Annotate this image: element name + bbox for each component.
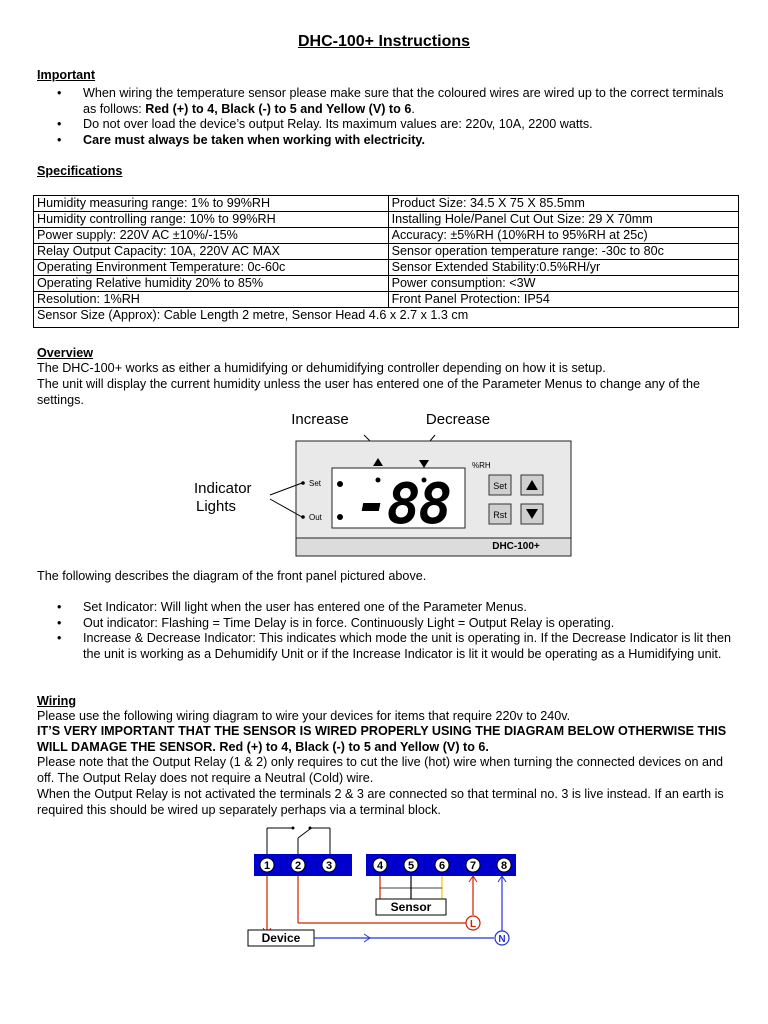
model-label: DHC-100+ [492,541,540,552]
diagram-item-out: • Out indicator: Flashing = Time Delay is in force. Continuously Light = Output Relay is operating. [57,616,737,632]
terminal-4-label: 4 [376,860,384,872]
overview-paragraph-1: The DHC-100+ works as either a humidifying or dehumidifying controller depending on how it is setup. [37,361,606,375]
increase-label: Increase [291,411,349,428]
decrease-label: Decrease [425,411,491,428]
diagram-description-list [57,600,737,662]
important-item-wiring-bold: Red (+) to 4, Black (-) to 5 and Yellow (V) to 6 [145,101,412,116]
important-heading: Important [37,68,96,82]
important-item-wiring [57,86,737,117]
spec-cell-left: Operating Environment Temperature: 0c-60c [34,260,389,276]
spec-cell-right: Sensor operation temperature range: -30c to 80c [388,244,738,260]
important-item-wiring-end: . [411,101,415,116]
specifications-table [33,195,739,328]
spec-cell-left: Power supply: 220V AC ±10%/-15% [34,228,389,244]
up-button[interactable] [521,475,543,495]
important-item-relay: • Do not over load the device’s output Relay. Its maximum values are: 220v, 10A, 2200 watts. [57,117,737,133]
wiring-warning: IT’S VERY IMPORTANT THAT THE SENSOR IS WIRED PROPERLY USING THE DIAGRAM BELOW OTHERWISE THIS WILL DAMAGE THE SENSOR. Red (+) to 4, Black (-) to 5 and Yellow (V) to 6. [37,724,727,754]
overview-paragraph-2: The unit will display the current humidity unless the user has entered one of the Parameter Menus to change any of the settings. [37,377,700,407]
unit-label: %RH [472,461,491,470]
device-label: Device [261,931,301,945]
out-indicator-label: Out [309,513,322,522]
relay-switch-blade [298,829,310,838]
wiring-paragraph-1: Please use the following wiring diagram to wire your devices for items that require 220v to 240v. [37,709,571,723]
display-value: -88 [355,472,451,537]
spec-row [34,228,739,244]
spec-row [34,196,739,212]
spec-cell-right: Product Size: 34.5 X 75 X 85.5mm [388,196,738,212]
terminal-8-label: 8 [500,860,508,872]
terminal-7-label: 7 [469,860,477,872]
overview-heading: Overview [37,346,94,360]
diagram-intro: The following describes the diagram of the front panel pictured above. [37,569,427,583]
spec-row [34,244,739,260]
out-indicator-light [337,514,343,520]
important-item-care [57,133,737,149]
diagram-item-increase-decrease: • Increase & Decrease Indicator: This indicates which mode the unit is operating in. If the Decrease Indicator is lit then the unit is working as a Dehumidify Unit or if the Increase Indicator is lit it would be operating as a Humidifying unit. [57,631,737,662]
set-button[interactable] [489,475,511,495]
spec-row [34,260,739,276]
spec-cell-right: Sensor Extended Stability:0.5%RH/yr [388,260,738,276]
set-indicator-light [337,481,343,487]
specifications-heading: Specifications [37,164,123,178]
spec-cell-right: Power consumption: <3W [388,276,738,292]
spec-cell-left: Relay Output Capacity: 10A, 220V AC MAX [34,244,389,260]
terminal-6-label: 6 [438,860,446,872]
document-title: DHC-100+ Instructions [297,33,471,50]
terminal-3-label: 3 [325,860,333,872]
spec-row-sensor-size [34,308,739,328]
wiring-heading: Wiring [37,694,77,708]
indicator-lights-label-2: Lights [196,498,237,515]
terminal-2-label: 2 [294,860,302,872]
spec-cell-left: Operating Relative humidity 20% to 85% [34,276,389,292]
set-indicator-label: Set [309,479,322,488]
spec-cell-sensor-size: Sensor Size (Approx): Cable Length 2 metre, Sensor Head 4.6 x 2.7 x 1.3 cm [34,308,739,328]
wiring-paragraph-3: Please note that the Output Relay (1 & 2) only requires to cut the live (hot) wire when turning the connected devices on and off. The Output Relay does not require a Neutral (Cold) wire. [37,755,724,785]
rst-button-label: Rst [493,510,507,520]
set-button-label: Set [493,481,507,491]
spec-row [34,292,739,308]
spec-cell-right: Accuracy: ±5%RH (10%RH to 95%RH at 25c) [388,228,738,244]
spec-cell-left: Resolution: 1%RH [34,292,389,308]
wiring-paragraph-4: When the Output Relay is not activated the terminals 2 & 3 are connected so that terminal no. 3 is live instead. If an earth is required this should be wired up separately perhaps via a terminal block. [37,787,724,817]
wiring-diagram [240,822,530,952]
diagram-item-set: • Set Indicator: Will light when the user has entered one of the Parameter Menus. [57,600,737,616]
terminal-1-label: 1 [263,860,271,872]
spec-cell-left: Humidity measuring range: 1% to 99%RH [34,196,389,212]
important-item-wiring-text: When wiring the temperature sensor please make sure that the coloured wires are wired up to the correct terminals as follows: [83,86,724,116]
spec-row [34,212,739,228]
neutral-label: N [498,934,506,945]
relay-contact-left [292,827,295,830]
rst-button[interactable] [489,504,511,524]
indicator-lights-label-1: Indicator [194,480,252,497]
sensor-label: Sensor [390,900,432,914]
terminal-5-label: 5 [407,860,415,872]
spec-row [34,276,739,292]
important-list [57,86,737,148]
relay-contact-right [309,827,312,830]
spec-cell-left: Humidity controlling range: 10% to 99%RH [34,212,389,228]
important-item-care-bold: Care must always be taken when working with electricity. [83,132,426,147]
live-label: L [469,919,477,930]
spec-cell-right: Installing Hole/Panel Cut Out Size: 29 X 70mm [388,212,738,228]
down-button[interactable] [521,504,543,524]
front-panel-diagram [190,405,580,565]
spec-cell-right: Front Panel Protection: IP54 [388,292,738,308]
